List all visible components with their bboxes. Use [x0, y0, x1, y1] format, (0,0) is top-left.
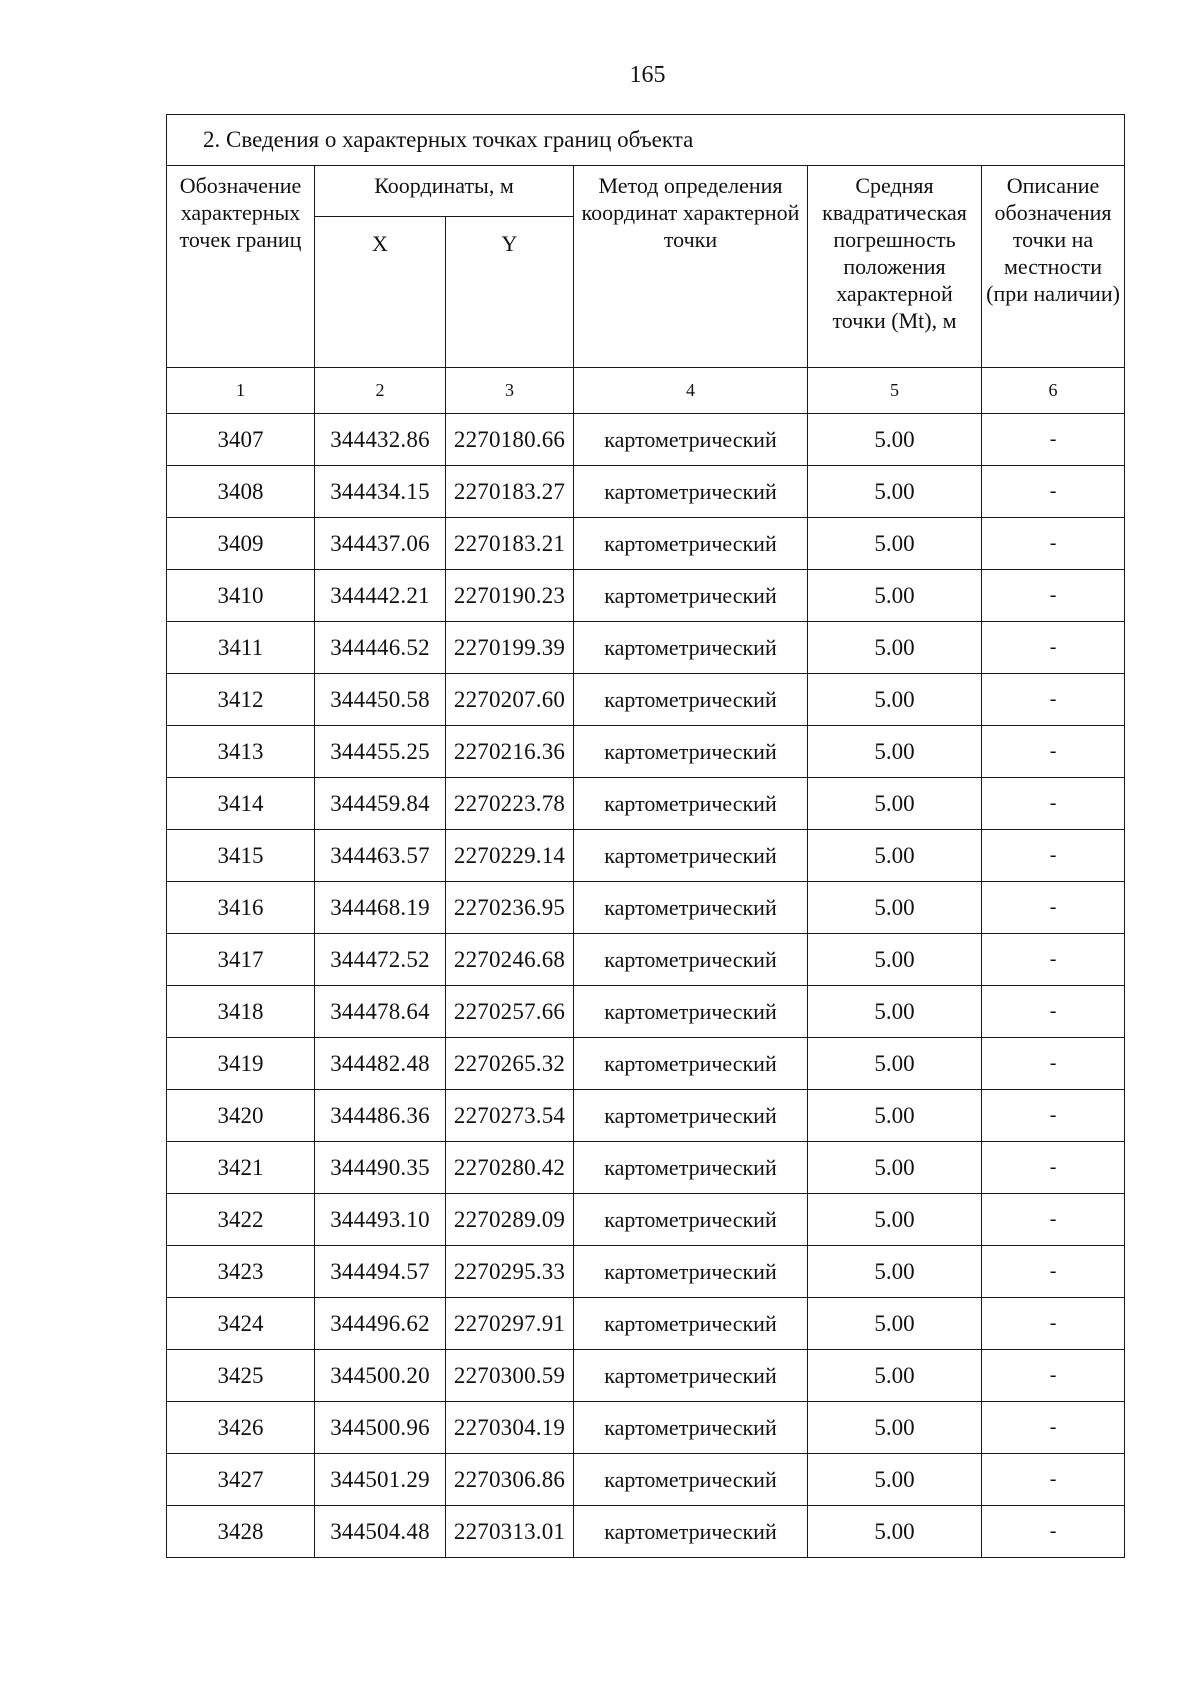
point-id-cell: 3424 [167, 1298, 315, 1350]
x-coordinate-cell: 344493.10 [315, 1194, 446, 1246]
method-cell: картометрический [574, 1298, 808, 1350]
table-row [167, 414, 1125, 466]
x-coordinate-cell: 344496.62 [315, 1298, 446, 1350]
table-row [167, 518, 1125, 570]
description-cell: - [982, 934, 1125, 986]
y-coordinate-cell: 2270216.36 [446, 726, 574, 778]
method-cell: картометрический [574, 830, 808, 882]
error-cell: 5.00 [808, 570, 982, 622]
point-id-cell: 3408 [167, 466, 315, 518]
y-coordinate-cell: 2270229.14 [446, 830, 574, 882]
point-id-cell: 3409 [167, 518, 315, 570]
table-row [167, 726, 1125, 778]
error-cell: 5.00 [808, 622, 982, 674]
description-cell: - [982, 1246, 1125, 1298]
point-id-cell: 3425 [167, 1350, 315, 1402]
error-cell: 5.00 [808, 1454, 982, 1506]
description-cell: - [982, 726, 1125, 778]
header-designation: Обозначение характерных точек границ [167, 166, 315, 368]
table-row [167, 882, 1125, 934]
error-cell: 5.00 [808, 934, 982, 986]
point-id-cell: 3421 [167, 1142, 315, 1194]
y-coordinate-cell: 2270265.32 [446, 1038, 574, 1090]
point-id-cell: 3427 [167, 1454, 315, 1506]
header-x: X [315, 217, 446, 368]
point-id-cell: 3413 [167, 726, 315, 778]
point-id-cell: 3415 [167, 830, 315, 882]
description-cell: - [982, 1402, 1125, 1454]
y-coordinate-cell: 2270280.42 [446, 1142, 574, 1194]
description-cell: - [982, 518, 1125, 570]
description-cell: - [982, 414, 1125, 466]
description-cell: - [982, 1506, 1125, 1558]
description-cell: - [982, 1142, 1125, 1194]
x-coordinate-cell: 344482.48 [315, 1038, 446, 1090]
error-cell: 5.00 [808, 1194, 982, 1246]
x-coordinate-cell: 344442.21 [315, 570, 446, 622]
x-coordinate-cell: 344472.52 [315, 934, 446, 986]
point-id-cell: 3418 [167, 986, 315, 1038]
x-coordinate-cell: 344494.57 [315, 1246, 446, 1298]
y-coordinate-cell: 2270306.86 [446, 1454, 574, 1506]
column-number: 4 [574, 368, 808, 414]
header-y: Y [446, 217, 574, 368]
description-cell: - [982, 570, 1125, 622]
error-cell: 5.00 [808, 1090, 982, 1142]
y-coordinate-cell: 2270236.95 [446, 882, 574, 934]
table-row [167, 1350, 1125, 1402]
method-cell: картометрический [574, 1090, 808, 1142]
x-coordinate-cell: 344501.29 [315, 1454, 446, 1506]
error-cell: 5.00 [808, 882, 982, 934]
table-row [167, 570, 1125, 622]
x-coordinate-cell: 344455.25 [315, 726, 446, 778]
x-coordinate-cell: 344432.86 [315, 414, 446, 466]
x-coordinate-cell: 344450.58 [315, 674, 446, 726]
point-id-cell: 3420 [167, 1090, 315, 1142]
y-coordinate-cell: 2270190.23 [446, 570, 574, 622]
description-cell: - [982, 1090, 1125, 1142]
y-coordinate-cell: 2270300.59 [446, 1350, 574, 1402]
x-coordinate-cell: 344490.35 [315, 1142, 446, 1194]
y-coordinate-cell: 2270313.01 [446, 1506, 574, 1558]
y-coordinate-cell: 2270199.39 [446, 622, 574, 674]
method-cell: картометрический [574, 882, 808, 934]
column-number: 2 [315, 368, 446, 414]
error-cell: 5.00 [808, 1506, 982, 1558]
error-cell: 5.00 [808, 518, 982, 570]
x-coordinate-cell: 344437.06 [315, 518, 446, 570]
method-cell: картометрический [574, 1506, 808, 1558]
y-coordinate-cell: 2270289.09 [446, 1194, 574, 1246]
y-coordinate-cell: 2270297.91 [446, 1298, 574, 1350]
point-id-cell: 3422 [167, 1194, 315, 1246]
table-row [167, 778, 1125, 830]
x-coordinate-cell: 344468.19 [315, 882, 446, 934]
table-row [167, 1402, 1125, 1454]
error-cell: 5.00 [808, 1298, 982, 1350]
error-cell: 5.00 [808, 466, 982, 518]
description-cell: - [982, 882, 1125, 934]
error-cell: 5.00 [808, 1142, 982, 1194]
table-row [167, 1142, 1125, 1194]
description-cell: - [982, 1350, 1125, 1402]
page-number: 165 [629, 62, 666, 88]
table-row [167, 466, 1125, 518]
y-coordinate-cell: 2270207.60 [446, 674, 574, 726]
header-method: Метод определения координат характерной точки [574, 166, 808, 368]
error-cell: 5.00 [808, 1402, 982, 1454]
point-id-cell: 3426 [167, 1402, 315, 1454]
method-cell: картометрический [574, 1194, 808, 1246]
method-cell: картометрический [574, 518, 808, 570]
point-id-cell: 3414 [167, 778, 315, 830]
error-cell: 5.00 [808, 726, 982, 778]
description-cell: - [982, 1298, 1125, 1350]
header-error: Средняя квадратическая погрешность положения характерной точки (Mt), м [808, 166, 982, 368]
y-coordinate-cell: 2270273.54 [446, 1090, 574, 1142]
description-cell: - [982, 1454, 1125, 1506]
method-cell: картометрический [574, 1402, 808, 1454]
boundary-points-table [166, 114, 1125, 1558]
y-coordinate-cell: 2270295.33 [446, 1246, 574, 1298]
x-coordinate-cell: 344500.96 [315, 1402, 446, 1454]
table-row [167, 1506, 1125, 1558]
table-row [167, 1246, 1125, 1298]
column-number: 5 [808, 368, 982, 414]
method-cell: картометрический [574, 466, 808, 518]
section-title: 2. Сведения о характерных точках границ объекта [167, 115, 1125, 166]
point-id-cell: 3417 [167, 934, 315, 986]
method-cell: картометрический [574, 622, 808, 674]
point-id-cell: 3410 [167, 570, 315, 622]
method-cell: картометрический [574, 1454, 808, 1506]
description-cell: - [982, 622, 1125, 674]
method-cell: картометрический [574, 1350, 808, 1402]
x-coordinate-cell: 344459.84 [315, 778, 446, 830]
error-cell: 5.00 [808, 674, 982, 726]
y-coordinate-cell: 2270304.19 [446, 1402, 574, 1454]
y-coordinate-cell: 2270183.27 [446, 466, 574, 518]
point-id-cell: 3407 [167, 414, 315, 466]
table-row [167, 622, 1125, 674]
method-cell: картометрический [574, 778, 808, 830]
description-cell: - [982, 830, 1125, 882]
header-coordinates: Координаты, м [315, 166, 574, 217]
point-id-cell: 3423 [167, 1246, 315, 1298]
table-row [167, 1298, 1125, 1350]
y-coordinate-cell: 2270223.78 [446, 778, 574, 830]
method-cell: картометрический [574, 934, 808, 986]
description-cell: - [982, 466, 1125, 518]
description-cell: - [982, 986, 1125, 1038]
description-cell: - [982, 778, 1125, 830]
y-coordinate-cell: 2270257.66 [446, 986, 574, 1038]
column-number: 6 [982, 368, 1125, 414]
method-cell: картометрический [574, 726, 808, 778]
table-row [167, 986, 1125, 1038]
column-number: 3 [446, 368, 574, 414]
description-cell: - [982, 674, 1125, 726]
error-cell: 5.00 [808, 778, 982, 830]
x-coordinate-cell: 344463.57 [315, 830, 446, 882]
column-number: 1 [167, 368, 315, 414]
error-cell: 5.00 [808, 830, 982, 882]
point-id-cell: 3411 [167, 622, 315, 674]
method-cell: картометрический [574, 986, 808, 1038]
method-cell: картометрический [574, 1142, 808, 1194]
method-cell: картометрический [574, 1038, 808, 1090]
error-cell: 5.00 [808, 1246, 982, 1298]
description-cell: - [982, 1194, 1125, 1246]
method-cell: картометрический [574, 1246, 808, 1298]
table-row [167, 674, 1125, 726]
column-numbers-row [167, 368, 1125, 414]
point-id-cell: 3428 [167, 1506, 315, 1558]
point-id-cell: 3416 [167, 882, 315, 934]
x-coordinate-cell: 344434.15 [315, 466, 446, 518]
x-coordinate-cell: 344486.36 [315, 1090, 446, 1142]
error-cell: 5.00 [808, 1350, 982, 1402]
method-cell: картометрический [574, 570, 808, 622]
table-row [167, 1090, 1125, 1142]
point-id-cell: 3419 [167, 1038, 315, 1090]
x-coordinate-cell: 344504.48 [315, 1506, 446, 1558]
table-row [167, 1454, 1125, 1506]
x-coordinate-cell: 344500.20 [315, 1350, 446, 1402]
error-cell: 5.00 [808, 1038, 982, 1090]
x-coordinate-cell: 344478.64 [315, 986, 446, 1038]
x-coordinate-cell: 344446.52 [315, 622, 446, 674]
table-row [167, 934, 1125, 986]
method-cell: картометрический [574, 674, 808, 726]
header-description: Описание обозначения точки на местности (при наличии) [982, 166, 1125, 368]
method-cell: картометрический [574, 414, 808, 466]
y-coordinate-cell: 2270183.21 [446, 518, 574, 570]
point-id-cell: 3412 [167, 674, 315, 726]
error-cell: 5.00 [808, 414, 982, 466]
description-cell: - [982, 1038, 1125, 1090]
table-row [167, 1194, 1125, 1246]
table-row [167, 1038, 1125, 1090]
y-coordinate-cell: 2270246.68 [446, 934, 574, 986]
table-row [167, 830, 1125, 882]
error-cell: 5.00 [808, 986, 982, 1038]
y-coordinate-cell: 2270180.66 [446, 414, 574, 466]
